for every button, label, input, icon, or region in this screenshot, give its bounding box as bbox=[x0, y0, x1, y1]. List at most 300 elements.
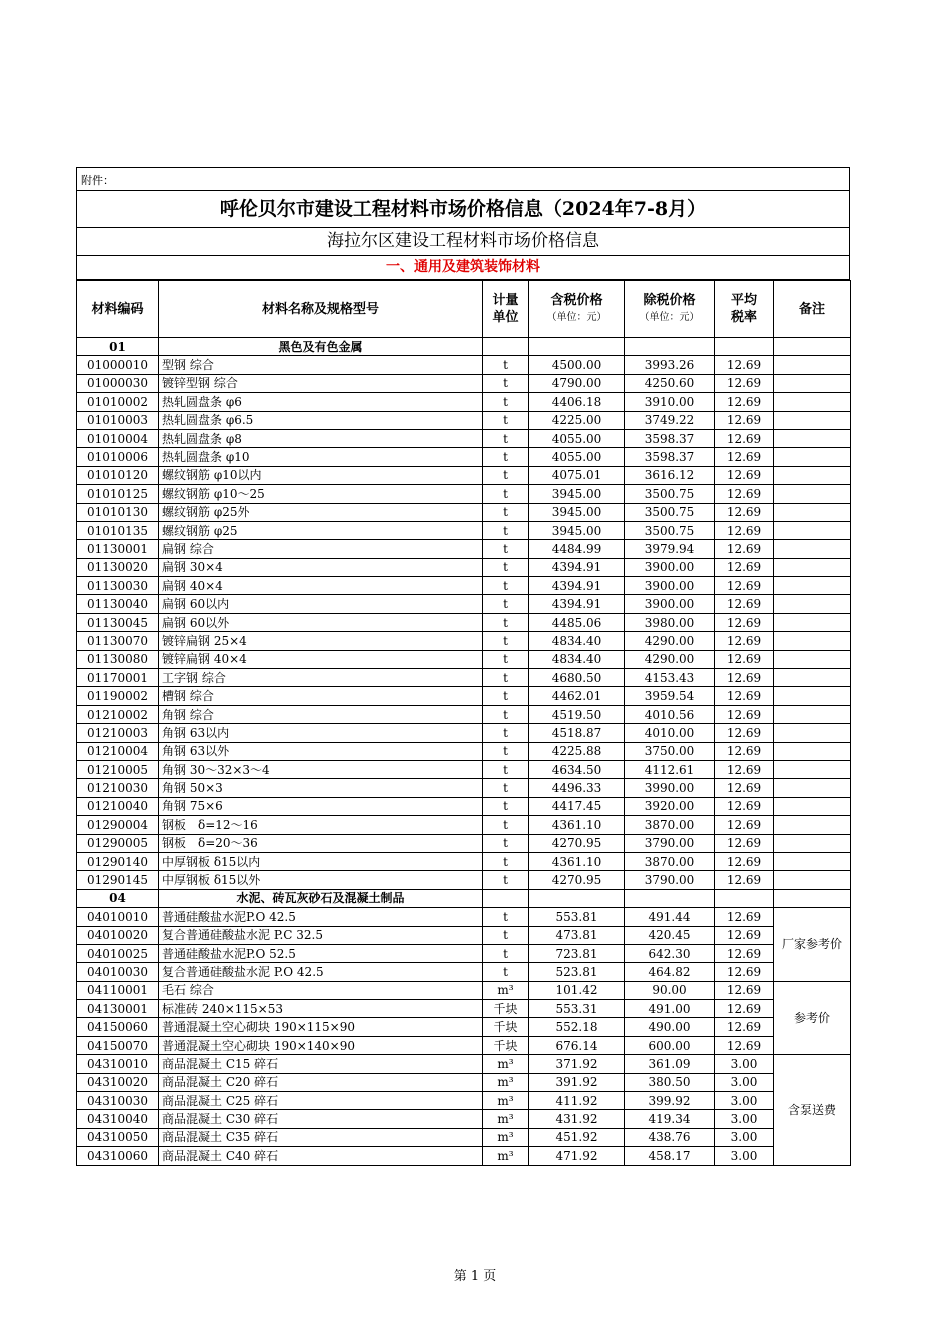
tax-price: 4485.06 bbox=[529, 613, 625, 631]
material-unit: 千块 bbox=[483, 1036, 529, 1054]
tax-rate: 12.69 bbox=[715, 779, 774, 797]
material-name: 螺纹钢筋 φ10～25 bbox=[159, 485, 483, 503]
table-row bbox=[77, 448, 851, 466]
table-row bbox=[77, 503, 851, 521]
material-code: 04010030 bbox=[77, 963, 159, 981]
material-code: 01000010 bbox=[77, 356, 159, 374]
tax-rate: 12.69 bbox=[715, 742, 774, 760]
material-unit: t bbox=[483, 429, 529, 447]
sheet-header bbox=[76, 167, 850, 280]
header-notax-price: 除税价格 （单位：元） bbox=[625, 281, 715, 338]
material-name: 镀锌型钢 综合 bbox=[159, 374, 483, 392]
tax-rate: 3.00 bbox=[715, 1110, 774, 1128]
material-unit: t bbox=[483, 724, 529, 742]
material-name: 商品混凝土 C30 碎石 bbox=[159, 1110, 483, 1128]
tax-price: 473.81 bbox=[529, 926, 625, 944]
tax-rate: 12.69 bbox=[715, 540, 774, 558]
table-row bbox=[77, 595, 851, 613]
material-unit: t bbox=[483, 650, 529, 668]
material-name: 槽钢 综合 bbox=[159, 687, 483, 705]
material-code: 01210040 bbox=[77, 797, 159, 815]
table-row bbox=[77, 981, 851, 999]
material-name: 商品混凝土 C15 碎石 bbox=[159, 1055, 483, 1073]
empty-cell bbox=[529, 338, 625, 356]
notax-price: 490.00 bbox=[625, 1018, 715, 1036]
material-name: 热轧圆盘条 φ6 bbox=[159, 393, 483, 411]
table-row bbox=[77, 1018, 851, 1036]
tax-price: 4790.00 bbox=[529, 374, 625, 392]
tax-rate: 3.00 bbox=[715, 1092, 774, 1110]
material-unit: t bbox=[483, 448, 529, 466]
tax-price: 3945.00 bbox=[529, 503, 625, 521]
tax-rate: 12.69 bbox=[715, 374, 774, 392]
table-row bbox=[77, 1055, 851, 1073]
tax-price: 4270.95 bbox=[529, 871, 625, 889]
notax-price: 3870.00 bbox=[625, 852, 715, 870]
tax-price: 4417.45 bbox=[529, 797, 625, 815]
notax-price: 3959.54 bbox=[625, 687, 715, 705]
remark-cell bbox=[774, 760, 851, 778]
tax-price: 553.81 bbox=[529, 908, 625, 926]
material-unit: t bbox=[483, 944, 529, 962]
remark-cell bbox=[774, 797, 851, 815]
tax-rate: 12.69 bbox=[715, 871, 774, 889]
material-code: 04130001 bbox=[77, 1000, 159, 1018]
material-name: 螺纹钢筋 φ25 bbox=[159, 521, 483, 539]
empty-cell bbox=[483, 338, 529, 356]
material-unit: m³ bbox=[483, 1128, 529, 1146]
material-code: 04110001 bbox=[77, 981, 159, 999]
material-code: 04310050 bbox=[77, 1128, 159, 1146]
empty-cell bbox=[625, 338, 715, 356]
material-code: 01010130 bbox=[77, 503, 159, 521]
material-name: 扁钢 60以外 bbox=[159, 613, 483, 631]
remark-cell: 参考价 bbox=[774, 981, 851, 1055]
tax-rate: 12.69 bbox=[715, 797, 774, 815]
material-name: 镀锌扁钢 25×4 bbox=[159, 632, 483, 650]
material-unit: m³ bbox=[483, 1073, 529, 1091]
material-unit: t bbox=[483, 632, 529, 650]
material-unit: t bbox=[483, 779, 529, 797]
table-row bbox=[77, 632, 851, 650]
tax-price: 4055.00 bbox=[529, 448, 625, 466]
table-row bbox=[77, 816, 851, 834]
tax-rate: 12.69 bbox=[715, 485, 774, 503]
notax-price: 3790.00 bbox=[625, 871, 715, 889]
table-row bbox=[77, 411, 851, 429]
tax-rate: 12.69 bbox=[715, 1000, 774, 1018]
material-code: 01210005 bbox=[77, 760, 159, 778]
material-unit: t bbox=[483, 485, 529, 503]
category-row bbox=[77, 338, 851, 356]
tax-price: 4394.91 bbox=[529, 558, 625, 576]
table-row bbox=[77, 926, 851, 944]
tax-rate: 12.69 bbox=[715, 687, 774, 705]
tax-rate: 12.69 bbox=[715, 503, 774, 521]
price-sheet bbox=[76, 167, 850, 1166]
category-name: 水泥、砖瓦灰砂石及混凝土制品 bbox=[159, 889, 483, 907]
material-name: 型钢 综合 bbox=[159, 356, 483, 374]
material-unit: t bbox=[483, 503, 529, 521]
material-code: 01210002 bbox=[77, 705, 159, 723]
tax-price: 4634.50 bbox=[529, 760, 625, 778]
material-name: 复合普通硅酸盐水泥 P.O 42.5 bbox=[159, 963, 483, 981]
material-code: 04010020 bbox=[77, 926, 159, 944]
material-name: 普通混凝土空心砌块 190×140×90 bbox=[159, 1036, 483, 1054]
notax-price: 380.50 bbox=[625, 1073, 715, 1091]
material-code: 01190002 bbox=[77, 687, 159, 705]
material-code: 01290145 bbox=[77, 871, 159, 889]
remark-cell bbox=[774, 521, 851, 539]
material-unit: m³ bbox=[483, 1110, 529, 1128]
material-name: 商品混凝土 C25 碎石 bbox=[159, 1092, 483, 1110]
notax-price: 3500.75 bbox=[625, 503, 715, 521]
notax-price: 4153.43 bbox=[625, 669, 715, 687]
table-row bbox=[77, 1147, 851, 1165]
remark-cell bbox=[774, 742, 851, 760]
document-title: 呼伦贝尔市建设工程材料市场价格信息（2024年7-8月） bbox=[77, 191, 849, 228]
material-unit: t bbox=[483, 521, 529, 539]
tax-price: 3945.00 bbox=[529, 521, 625, 539]
notax-price: 4250.60 bbox=[625, 374, 715, 392]
remark-cell bbox=[774, 779, 851, 797]
category-row bbox=[77, 889, 851, 907]
tax-rate: 12.69 bbox=[715, 632, 774, 650]
table-row bbox=[77, 429, 851, 447]
material-code: 01010002 bbox=[77, 393, 159, 411]
material-name: 复合普通硅酸盐水泥 P.C 32.5 bbox=[159, 926, 483, 944]
material-name: 螺纹钢筋 φ25外 bbox=[159, 503, 483, 521]
material-code: 04310010 bbox=[77, 1055, 159, 1073]
remark-cell bbox=[774, 448, 851, 466]
table-row bbox=[77, 1073, 851, 1091]
tax-price: 4834.40 bbox=[529, 650, 625, 668]
tax-price: 4270.95 bbox=[529, 834, 625, 852]
empty-cell bbox=[625, 889, 715, 907]
remark-cell bbox=[774, 834, 851, 852]
material-unit: m³ bbox=[483, 1147, 529, 1165]
remark-cell bbox=[774, 613, 851, 631]
tax-rate: 12.69 bbox=[715, 1018, 774, 1036]
material-unit: t bbox=[483, 908, 529, 926]
tax-rate: 12.69 bbox=[715, 944, 774, 962]
tax-rate: 12.69 bbox=[715, 650, 774, 668]
tax-rate: 3.00 bbox=[715, 1073, 774, 1091]
table-row bbox=[77, 687, 851, 705]
material-unit: t bbox=[483, 797, 529, 815]
table-row bbox=[77, 650, 851, 668]
tax-price: 4361.10 bbox=[529, 816, 625, 834]
table-row bbox=[77, 1092, 851, 1110]
material-unit: t bbox=[483, 374, 529, 392]
material-name: 热轧圆盘条 φ8 bbox=[159, 429, 483, 447]
material-name: 工字钢 综合 bbox=[159, 669, 483, 687]
material-code: 01130001 bbox=[77, 540, 159, 558]
notax-price: 4010.56 bbox=[625, 705, 715, 723]
material-unit: 千块 bbox=[483, 1018, 529, 1036]
notax-price: 90.00 bbox=[625, 981, 715, 999]
tax-rate: 12.69 bbox=[715, 429, 774, 447]
remark-cell bbox=[774, 852, 851, 870]
material-code: 01130020 bbox=[77, 558, 159, 576]
section-heading: 一、通用及建筑装饰材料 bbox=[77, 256, 849, 280]
material-name: 热轧圆盘条 φ6.5 bbox=[159, 411, 483, 429]
notax-price: 3980.00 bbox=[625, 613, 715, 631]
material-unit: t bbox=[483, 595, 529, 613]
material-code: 01290005 bbox=[77, 834, 159, 852]
tax-price: 676.14 bbox=[529, 1036, 625, 1054]
material-code: 01130080 bbox=[77, 650, 159, 668]
category-name: 黑色及有色金属 bbox=[159, 338, 483, 356]
material-name: 角钢 50×3 bbox=[159, 779, 483, 797]
category-code: 01 bbox=[77, 338, 159, 356]
header-name: 材料名称及规格型号 bbox=[159, 281, 483, 338]
tax-price: 371.92 bbox=[529, 1055, 625, 1073]
notax-price: 420.45 bbox=[625, 926, 715, 944]
tax-rate: 12.69 bbox=[715, 595, 774, 613]
material-unit: t bbox=[483, 705, 529, 723]
tax-rate: 12.69 bbox=[715, 466, 774, 484]
header-code: 材料编码 bbox=[77, 281, 159, 338]
notax-price: 3598.37 bbox=[625, 429, 715, 447]
material-unit: t bbox=[483, 558, 529, 576]
table-row bbox=[77, 908, 851, 926]
notax-price: 3790.00 bbox=[625, 834, 715, 852]
tax-rate: 3.00 bbox=[715, 1128, 774, 1146]
empty-cell bbox=[774, 889, 851, 907]
tax-rate: 12.69 bbox=[715, 760, 774, 778]
material-code: 01010135 bbox=[77, 521, 159, 539]
tax-rate: 12.69 bbox=[715, 852, 774, 870]
material-name: 普通硅酸盐水泥P.O 52.5 bbox=[159, 944, 483, 962]
material-code: 01210004 bbox=[77, 742, 159, 760]
tax-rate: 12.69 bbox=[715, 393, 774, 411]
tax-price: 4462.01 bbox=[529, 687, 625, 705]
material-name: 标准砖 240×115×53 bbox=[159, 1000, 483, 1018]
table-row bbox=[77, 613, 851, 631]
table-row bbox=[77, 669, 851, 687]
material-unit: t bbox=[483, 963, 529, 981]
material-name: 钢板 δ=12～16 bbox=[159, 816, 483, 834]
table-row bbox=[77, 356, 851, 374]
material-name: 角钢 综合 bbox=[159, 705, 483, 723]
tax-price: 4518.87 bbox=[529, 724, 625, 742]
tax-price: 4075.01 bbox=[529, 466, 625, 484]
material-unit: m³ bbox=[483, 1092, 529, 1110]
notax-price: 361.09 bbox=[625, 1055, 715, 1073]
material-name: 中厚钢板 δ15以内 bbox=[159, 852, 483, 870]
attachment-note: 附件： bbox=[77, 168, 849, 191]
material-unit: t bbox=[483, 852, 529, 870]
material-code: 04150070 bbox=[77, 1036, 159, 1054]
notax-price: 4290.00 bbox=[625, 632, 715, 650]
remark-cell bbox=[774, 816, 851, 834]
remark-cell bbox=[774, 577, 851, 595]
table-body bbox=[77, 338, 851, 1166]
notax-price: 3900.00 bbox=[625, 595, 715, 613]
material-name: 扁钢 60以内 bbox=[159, 595, 483, 613]
notax-price: 3750.00 bbox=[625, 742, 715, 760]
material-name: 普通混凝土空心砌块 190×115×90 bbox=[159, 1018, 483, 1036]
tax-rate: 12.69 bbox=[715, 613, 774, 631]
tax-rate: 12.69 bbox=[715, 558, 774, 576]
material-code: 01000030 bbox=[77, 374, 159, 392]
tax-price: 431.92 bbox=[529, 1110, 625, 1128]
material-code: 01010004 bbox=[77, 429, 159, 447]
material-name: 镀锌扁钢 40×4 bbox=[159, 650, 483, 668]
table-row bbox=[77, 577, 851, 595]
tax-price: 552.18 bbox=[529, 1018, 625, 1036]
notax-price: 491.00 bbox=[625, 1000, 715, 1018]
material-name: 毛石 综合 bbox=[159, 981, 483, 999]
material-name: 角钢 63以外 bbox=[159, 742, 483, 760]
tax-rate: 12.69 bbox=[715, 1036, 774, 1054]
material-unit: t bbox=[483, 760, 529, 778]
remark-cell bbox=[774, 540, 851, 558]
table-row bbox=[77, 944, 851, 962]
remark-cell bbox=[774, 411, 851, 429]
material-code: 01010125 bbox=[77, 485, 159, 503]
tax-price: 4055.00 bbox=[529, 429, 625, 447]
material-code: 01130045 bbox=[77, 613, 159, 631]
remark-cell: 厂家参考价 bbox=[774, 908, 851, 982]
material-unit: t bbox=[483, 816, 529, 834]
material-unit: t bbox=[483, 742, 529, 760]
material-unit: t bbox=[483, 926, 529, 944]
material-code: 04310020 bbox=[77, 1073, 159, 1091]
remark-cell bbox=[774, 650, 851, 668]
tax-rate: 12.69 bbox=[715, 981, 774, 999]
tax-price: 4394.91 bbox=[529, 595, 625, 613]
remark-cell bbox=[774, 705, 851, 723]
tax-price: 471.92 bbox=[529, 1147, 625, 1165]
material-name: 热轧圆盘条 φ10 bbox=[159, 448, 483, 466]
table-row bbox=[77, 963, 851, 981]
table-row bbox=[77, 1000, 851, 1018]
tax-price: 4519.50 bbox=[529, 705, 625, 723]
notax-price: 3910.00 bbox=[625, 393, 715, 411]
material-name: 角钢 75×6 bbox=[159, 797, 483, 815]
tax-rate: 12.69 bbox=[715, 926, 774, 944]
notax-price: 464.82 bbox=[625, 963, 715, 981]
notax-price: 3870.00 bbox=[625, 816, 715, 834]
notax-price: 4290.00 bbox=[625, 650, 715, 668]
table-row bbox=[77, 374, 851, 392]
notax-price: 3900.00 bbox=[625, 577, 715, 595]
remark-cell bbox=[774, 393, 851, 411]
table-row bbox=[77, 1036, 851, 1054]
notax-price: 399.92 bbox=[625, 1092, 715, 1110]
material-code: 01210030 bbox=[77, 779, 159, 797]
notax-price: 4112.61 bbox=[625, 760, 715, 778]
remark-cell bbox=[774, 485, 851, 503]
material-code: 01010120 bbox=[77, 466, 159, 484]
material-code: 01130030 bbox=[77, 577, 159, 595]
remark-cell bbox=[774, 871, 851, 889]
material-code: 04310040 bbox=[77, 1110, 159, 1128]
notax-price: 3500.75 bbox=[625, 521, 715, 539]
material-unit: t bbox=[483, 393, 529, 411]
material-unit: t bbox=[483, 669, 529, 687]
table-row bbox=[77, 871, 851, 889]
tax-price: 411.92 bbox=[529, 1092, 625, 1110]
table-row bbox=[77, 760, 851, 778]
material-name: 普通硅酸盐水泥P.O 42.5 bbox=[159, 908, 483, 926]
material-code: 01290004 bbox=[77, 816, 159, 834]
material-name: 商品混凝土 C35 碎石 bbox=[159, 1128, 483, 1146]
material-code: 01010006 bbox=[77, 448, 159, 466]
table-row bbox=[77, 1128, 851, 1146]
remark-cell bbox=[774, 374, 851, 392]
notax-price: 3993.26 bbox=[625, 356, 715, 374]
material-unit: m³ bbox=[483, 981, 529, 999]
tax-rate: 12.69 bbox=[715, 521, 774, 539]
material-name: 角钢 30～32×3～4 bbox=[159, 760, 483, 778]
material-unit: t bbox=[483, 687, 529, 705]
notax-price: 3990.00 bbox=[625, 779, 715, 797]
tax-rate: 3.00 bbox=[715, 1147, 774, 1165]
tax-price: 4834.40 bbox=[529, 632, 625, 650]
material-unit: t bbox=[483, 834, 529, 852]
table-row bbox=[77, 705, 851, 723]
tax-rate: 12.69 bbox=[715, 816, 774, 834]
category-code: 04 bbox=[77, 889, 159, 907]
tax-price: 723.81 bbox=[529, 944, 625, 962]
tax-price: 4484.99 bbox=[529, 540, 625, 558]
tax-rate: 12.69 bbox=[715, 963, 774, 981]
material-unit: t bbox=[483, 411, 529, 429]
tax-rate: 12.69 bbox=[715, 448, 774, 466]
tax-price: 391.92 bbox=[529, 1073, 625, 1091]
table-row bbox=[77, 540, 851, 558]
notax-price: 600.00 bbox=[625, 1036, 715, 1054]
table-row bbox=[77, 393, 851, 411]
remark-cell bbox=[774, 558, 851, 576]
empty-cell bbox=[715, 889, 774, 907]
material-name: 商品混凝土 C40 碎石 bbox=[159, 1147, 483, 1165]
material-unit: t bbox=[483, 577, 529, 595]
material-code: 01130040 bbox=[77, 595, 159, 613]
tax-price: 4225.00 bbox=[529, 411, 625, 429]
notax-price: 3979.94 bbox=[625, 540, 715, 558]
notax-price: 3749.22 bbox=[625, 411, 715, 429]
material-unit: t bbox=[483, 356, 529, 374]
tax-rate: 12.69 bbox=[715, 834, 774, 852]
notax-price: 642.30 bbox=[625, 944, 715, 962]
tax-price: 101.42 bbox=[529, 981, 625, 999]
tax-rate: 12.69 bbox=[715, 705, 774, 723]
header-tax-price: 含税价格 （单位：元） bbox=[529, 281, 625, 338]
tax-price: 4225.88 bbox=[529, 742, 625, 760]
remark-cell bbox=[774, 632, 851, 650]
tax-price: 4496.33 bbox=[529, 779, 625, 797]
notax-price: 3920.00 bbox=[625, 797, 715, 815]
material-unit: m³ bbox=[483, 1055, 529, 1073]
material-name: 扁钢 30×4 bbox=[159, 558, 483, 576]
table-row bbox=[77, 466, 851, 484]
table-row bbox=[77, 779, 851, 797]
tax-rate: 12.69 bbox=[715, 724, 774, 742]
empty-cell bbox=[774, 338, 851, 356]
tax-price: 4500.00 bbox=[529, 356, 625, 374]
material-unit: t bbox=[483, 613, 529, 631]
material-code: 04150060 bbox=[77, 1018, 159, 1036]
material-unit: t bbox=[483, 871, 529, 889]
tax-price: 4394.91 bbox=[529, 577, 625, 595]
empty-cell bbox=[715, 338, 774, 356]
notax-price: 4010.00 bbox=[625, 724, 715, 742]
table-row bbox=[77, 1110, 851, 1128]
